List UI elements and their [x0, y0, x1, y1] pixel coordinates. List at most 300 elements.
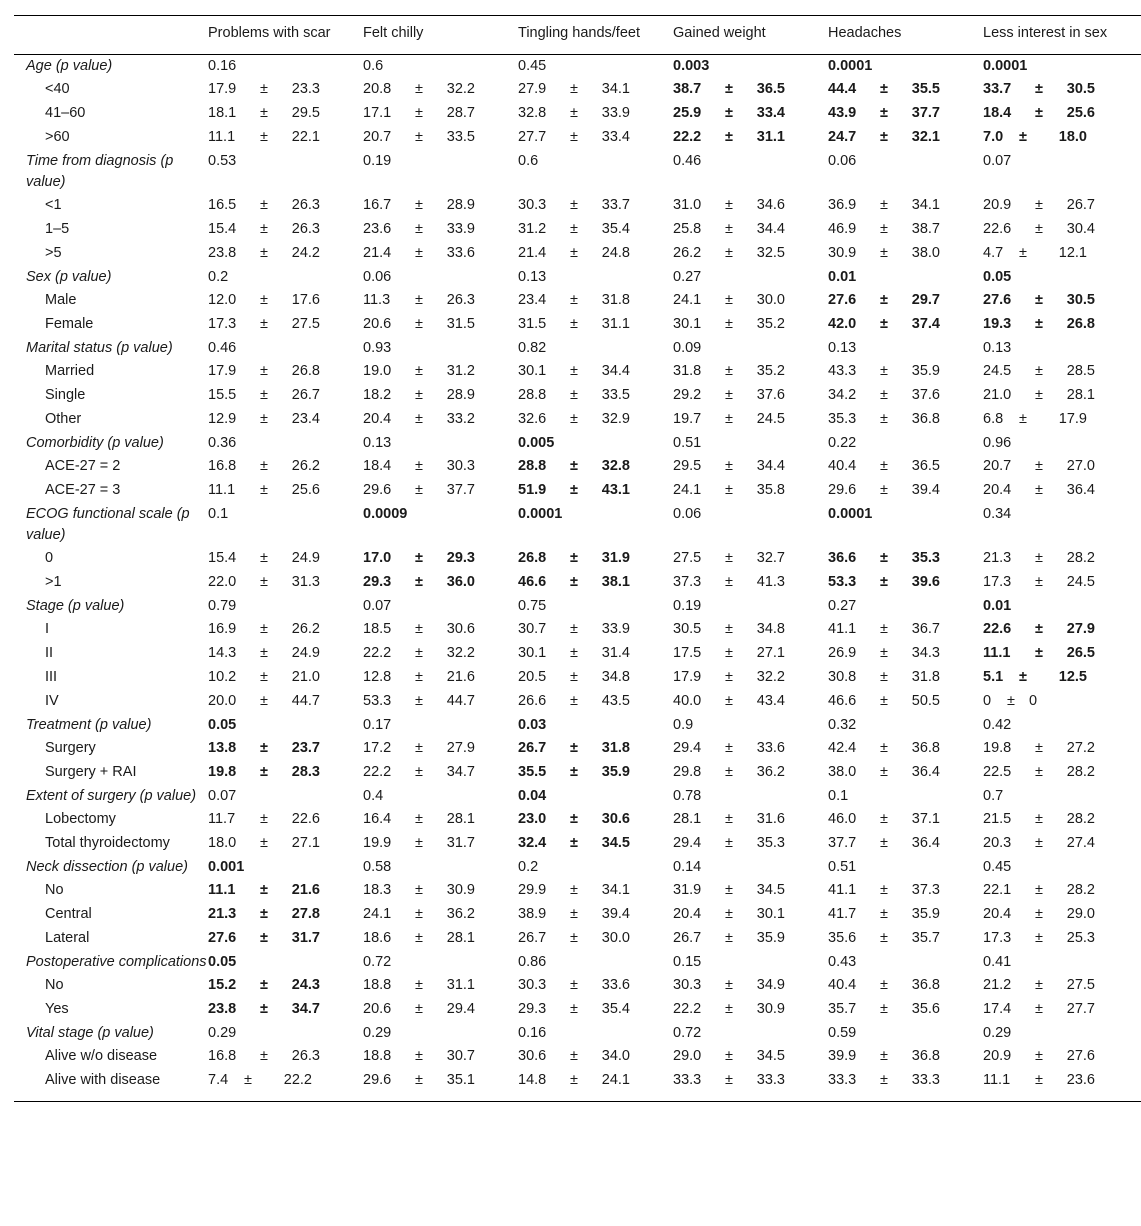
mean-sd-cell: [673, 408, 828, 432]
mean-value: 40.0: [673, 693, 702, 709]
sd-value: 22.2: [283, 1072, 312, 1088]
mean-value: 23.4: [518, 292, 547, 308]
mean-sd-cell: [208, 78, 363, 102]
sd-value: 34.1: [601, 882, 630, 898]
plus-minus-sign: ±: [725, 811, 733, 827]
plus-minus-sign: ±: [880, 882, 888, 898]
mean-sd-cell: [208, 360, 363, 384]
mean-value: 20.4: [983, 906, 1012, 922]
mean-value: 20.9: [983, 197, 1012, 213]
mean-sd-cell: [363, 313, 518, 337]
mean-sd-cell: [673, 384, 828, 408]
p-value: 0.1: [208, 506, 229, 522]
sd-value: 27.0: [1066, 458, 1095, 474]
plus-minus-sign: ±: [260, 458, 268, 474]
sd-value: 31.1: [756, 129, 785, 145]
mean-value: 21.5: [983, 811, 1012, 827]
plus-minus-sign: ±: [880, 550, 888, 566]
mean-sd-cell: [983, 455, 1141, 479]
mean-value: 18.0: [208, 835, 237, 851]
plus-minus-sign: ±: [1035, 221, 1043, 237]
mean-sd-cell: [828, 479, 983, 503]
plus-minus-sign: ±: [880, 764, 888, 780]
section-label: Treatment (p value): [26, 717, 152, 733]
sd-value: 26.3: [291, 1048, 320, 1064]
mean-sd-cell: [828, 571, 983, 595]
sd-value: 31.6: [756, 811, 785, 827]
mean-sd-cell: [983, 666, 1141, 690]
mean-value: 20.6: [363, 316, 392, 332]
plus-minus-sign: ±: [1035, 1072, 1043, 1088]
mean-value: 17.0: [363, 550, 392, 566]
table-row: [14, 384, 1141, 408]
p-value: 0.0001: [828, 58, 873, 74]
sd-value: 25.6: [1066, 105, 1095, 121]
row-label: II: [45, 645, 54, 661]
sd-value: 29.4: [446, 1001, 475, 1017]
mean-value: 43.3: [828, 363, 857, 379]
p-value: 0.19: [673, 598, 702, 614]
plus-minus-sign: ±: [1035, 482, 1043, 498]
p-value: 0.03: [518, 717, 547, 733]
plus-minus-sign: ±: [415, 811, 423, 827]
mean-sd-cell: [983, 642, 1141, 666]
mean-value: 46.9: [828, 221, 857, 237]
plus-minus-sign: ±: [415, 882, 423, 898]
mean-value: 10.2: [208, 669, 237, 685]
sd-value: 37.3: [911, 882, 940, 898]
plus-minus-sign: ±: [725, 129, 733, 145]
plus-minus-sign: ±: [570, 316, 578, 332]
mean-sd-cell: [983, 547, 1141, 571]
sd-value: 32.1: [911, 129, 940, 145]
mean-sd-cell: [518, 102, 673, 126]
mean-value: 30.1: [518, 645, 547, 661]
mean-sd-cell: [363, 642, 518, 666]
plus-minus-sign: ±: [1035, 1048, 1043, 1064]
table-row: [14, 289, 1141, 313]
plus-minus-sign: ±: [1007, 693, 1015, 709]
mean-value: 51.9: [518, 482, 547, 498]
row-label: Male: [45, 292, 77, 308]
table-row: [14, 832, 1141, 856]
section-row-stage-p-value: [14, 595, 1141, 618]
section-row-treatment-p-value: [14, 714, 1141, 737]
sd-value: 27.1: [756, 645, 785, 661]
sd-value: 26.3: [291, 221, 320, 237]
mean-sd-cell: [828, 360, 983, 384]
plus-minus-sign: ±: [1035, 835, 1043, 851]
table-row: [14, 313, 1141, 337]
plus-minus-sign: ±: [570, 740, 578, 756]
mean-sd-cell: [208, 927, 363, 951]
sd-value: 17.9: [1058, 411, 1087, 427]
p-value: 0.29: [983, 1025, 1012, 1041]
table-row: [14, 126, 1141, 150]
p-value: 0.86: [518, 954, 547, 970]
plus-minus-sign: ±: [260, 669, 268, 685]
mean-value: 27.6: [828, 292, 857, 308]
mean-value: 15.5: [208, 387, 237, 403]
plus-minus-sign: ±: [1019, 669, 1027, 685]
mean-value: 24.1: [673, 292, 702, 308]
mean-value: 35.7: [828, 1001, 857, 1017]
plus-minus-sign: ±: [260, 316, 268, 332]
mean-value: 16.7: [363, 197, 392, 213]
mean-value: 26.7: [518, 740, 547, 756]
table-row: [14, 547, 1141, 571]
mean-value: 24.1: [363, 906, 392, 922]
p-value: 0.001: [208, 859, 245, 875]
table-row: [14, 102, 1141, 126]
mean-sd-cell: [828, 218, 983, 242]
sd-value: 31.1: [446, 977, 475, 993]
row-label: ACE-27 = 2: [45, 458, 121, 474]
mean-value: 18.4: [983, 105, 1012, 121]
sd-value: 27.2: [1066, 740, 1095, 756]
p-value: 0.22: [828, 435, 857, 451]
row-label: Surgery + RAI: [45, 764, 137, 780]
plus-minus-sign: ±: [260, 930, 268, 946]
plus-minus-sign: ±: [415, 316, 423, 332]
sd-value: 32.9: [601, 411, 630, 427]
mean-value: 30.8: [828, 669, 857, 685]
mean-sd-cell: [208, 289, 363, 313]
sd-value: 27.5: [1066, 977, 1095, 993]
mean-value: 28.1: [673, 811, 702, 827]
p-value: 0.4: [363, 788, 384, 804]
plus-minus-sign: ±: [260, 1048, 268, 1064]
mean-sd-cell: [363, 903, 518, 927]
row-label: <40: [45, 81, 70, 97]
plus-minus-sign: ±: [880, 1048, 888, 1064]
sd-value: 27.9: [1066, 621, 1095, 637]
mean-value: 37.3: [673, 574, 702, 590]
plus-minus-sign: ±: [570, 550, 578, 566]
mean-sd-cell: [518, 998, 673, 1022]
p-value: 0.09: [673, 340, 702, 356]
mean-sd-cell: [983, 737, 1141, 761]
mean-value: 20.4: [983, 482, 1012, 498]
mean-value: 44.4: [828, 81, 857, 97]
sd-value: 28.9: [446, 197, 475, 213]
sd-value: 35.3: [756, 835, 785, 851]
mean-sd-cell: [363, 618, 518, 642]
mean-value: 17.3: [983, 930, 1012, 946]
p-value: 0.82: [518, 340, 547, 356]
row-label: Surgery: [45, 740, 96, 756]
sd-value: 39.4: [911, 482, 940, 498]
mean-value: 11.1: [983, 1072, 1011, 1088]
plus-minus-sign: ±: [415, 550, 423, 566]
mean-value: 25.9: [673, 105, 702, 121]
sd-value: 31.4: [601, 645, 630, 661]
plus-minus-sign: ±: [725, 930, 733, 946]
sd-value: 36.4: [1066, 482, 1095, 498]
mean-sd-cell: [518, 666, 673, 690]
mean-value: 41.1: [828, 882, 857, 898]
plus-minus-sign: ±: [880, 482, 888, 498]
sd-value: 28.2: [1066, 811, 1095, 827]
mean-sd-cell: [673, 737, 828, 761]
mean-value: 5.1: [983, 669, 1004, 685]
plus-minus-sign: ±: [415, 621, 423, 637]
table-row: [14, 194, 1141, 218]
mean-sd-cell: [363, 808, 518, 832]
mean-value: 18.5: [363, 621, 392, 637]
sd-value: 44.7: [446, 693, 475, 709]
sd-value: 33.7: [601, 197, 630, 213]
mean-sd-cell: [518, 547, 673, 571]
table-row: [14, 455, 1141, 479]
sd-value: 30.3: [446, 458, 475, 474]
plus-minus-sign: ±: [415, 645, 423, 661]
plus-minus-sign: ±: [415, 574, 423, 590]
table-row: [14, 618, 1141, 642]
sd-value: 39.4: [601, 906, 630, 922]
mean-sd-cell: [208, 126, 363, 150]
section-label: Age (p value): [26, 58, 113, 74]
p-value: 0.58: [363, 859, 392, 875]
p-value: 0.17: [363, 717, 392, 733]
plus-minus-sign: ±: [260, 105, 268, 121]
p-value: 0.05: [208, 717, 237, 733]
plus-minus-sign: ±: [1035, 363, 1043, 379]
table-row: [14, 360, 1141, 384]
sd-value: 50.5: [911, 693, 940, 709]
mean-sd-cell: [983, 126, 1141, 150]
plus-minus-sign: ±: [725, 292, 733, 308]
row-label: >60: [45, 129, 70, 145]
sd-value: 30.0: [756, 292, 785, 308]
sd-value: 34.8: [756, 621, 785, 637]
mean-sd-cell: [828, 194, 983, 218]
mean-value: 46.6: [828, 693, 857, 709]
p-value: 0.13: [363, 435, 392, 451]
plus-minus-sign: ±: [260, 221, 268, 237]
mean-value: 28.8: [518, 458, 547, 474]
mean-value: 53.3: [828, 574, 857, 590]
plus-minus-sign: ±: [725, 977, 733, 993]
plus-minus-sign: ±: [1019, 245, 1027, 261]
sd-value: 30.6: [446, 621, 475, 637]
mean-sd-cell: [208, 832, 363, 856]
sd-value: 30.1: [756, 906, 785, 922]
mean-sd-cell: [673, 1069, 828, 1102]
row-label: >5: [45, 245, 62, 261]
row-label: Married: [45, 363, 95, 379]
mean-value: 16.9: [208, 621, 237, 637]
plus-minus-sign: ±: [880, 906, 888, 922]
mean-value: 17.2: [363, 740, 392, 756]
sd-value: 43.1: [601, 482, 630, 498]
plus-minus-sign: ±: [725, 458, 733, 474]
plus-minus-sign: ±: [260, 811, 268, 827]
row-label: ACE-27 = 3: [45, 482, 121, 498]
plus-minus-sign: ±: [1035, 811, 1043, 827]
section-label: Marital status (p value): [26, 340, 173, 356]
mean-value: 29.5: [673, 458, 702, 474]
mean-sd-cell: [363, 360, 518, 384]
sd-value: 34.8: [601, 669, 630, 685]
plus-minus-sign: ±: [260, 1001, 268, 1017]
plus-minus-sign: ±: [260, 977, 268, 993]
mean-value: 26.9: [828, 645, 857, 661]
sd-value: 31.8: [601, 740, 630, 756]
p-value: 0.01: [828, 269, 857, 285]
sd-value: 31.2: [446, 363, 475, 379]
mean-sd-cell: [518, 218, 673, 242]
plus-minus-sign: ±: [725, 245, 733, 261]
sd-value: 29.7: [911, 292, 940, 308]
mean-sd-cell: [208, 903, 363, 927]
sd-value: 37.1: [911, 811, 940, 827]
mean-sd-cell: [363, 78, 518, 102]
sd-value: 31.1: [601, 316, 630, 332]
plus-minus-sign: ±: [415, 482, 423, 498]
mean-value: 18.3: [363, 882, 392, 898]
plus-minus-sign: ±: [570, 363, 578, 379]
mean-value: 18.2: [363, 387, 392, 403]
mean-value: 29.4: [673, 740, 702, 756]
mean-value: 30.5: [673, 621, 702, 637]
sd-value: 31.8: [911, 669, 940, 685]
sd-value: 33.4: [756, 105, 785, 121]
sd-value: 27.7: [1066, 1001, 1095, 1017]
sd-value: 34.5: [601, 835, 630, 851]
mean-sd-cell: [518, 808, 673, 832]
p-value: 0.78: [673, 788, 702, 804]
plus-minus-sign: ±: [415, 977, 423, 993]
sd-value: 36.8: [911, 1048, 940, 1064]
section-row-postoperative-complications: [14, 951, 1141, 974]
section-row-comorbidity-p-value: [14, 432, 1141, 455]
mean-value: 21.2: [983, 977, 1012, 993]
mean-value: 20.0: [208, 693, 237, 709]
mean-sd-cell: [518, 571, 673, 595]
p-value: 0.0001: [983, 58, 1028, 74]
row-label: Female: [45, 316, 94, 332]
plus-minus-sign: ±: [880, 458, 888, 474]
mean-value: 19.0: [363, 363, 392, 379]
sd-value: 37.7: [911, 105, 940, 121]
table-row: [14, 927, 1141, 951]
mean-sd-cell: [673, 974, 828, 998]
plus-minus-sign: ±: [1035, 458, 1043, 474]
header-problems-with-scar: Problems with scar: [208, 16, 363, 55]
mean-value: 21.0: [983, 387, 1012, 403]
mean-value: 27.9: [518, 81, 547, 97]
plus-minus-sign: ±: [1035, 977, 1043, 993]
table-row: [14, 78, 1141, 102]
plus-minus-sign: ±: [260, 363, 268, 379]
p-value: 0.45: [518, 58, 547, 74]
mean-value: 35.3: [828, 411, 857, 427]
p-value: 0.06: [673, 506, 702, 522]
p-value: 0.43: [828, 954, 857, 970]
mean-sd-cell: [983, 408, 1141, 432]
sd-value: 30.7: [446, 1048, 475, 1064]
sd-value: 34.5: [756, 882, 785, 898]
mean-sd-cell: [673, 1045, 828, 1069]
mean-sd-cell: [518, 242, 673, 266]
section-row-age-p-value: [14, 55, 1141, 79]
sd-value: 31.7: [446, 835, 475, 851]
mean-value: 22.6: [983, 621, 1012, 637]
mean-value: 17.3: [208, 316, 237, 332]
mean-value: 22.2: [673, 1001, 702, 1017]
row-label: 41–60: [45, 105, 86, 121]
mean-value: 30.3: [673, 977, 702, 993]
sd-value: 24.9: [291, 645, 320, 661]
header-felt-chilly: Felt chilly: [363, 16, 518, 55]
table-body: [14, 55, 1141, 1102]
sd-value: 35.5: [911, 81, 940, 97]
mean-sd-cell: [363, 690, 518, 714]
sd-value: 38.1: [601, 574, 630, 590]
plus-minus-sign: ±: [725, 550, 733, 566]
sd-value: 33.2: [446, 411, 475, 427]
sd-value: 27.4: [1066, 835, 1095, 851]
plus-minus-sign: ±: [415, 740, 423, 756]
plus-minus-sign: ±: [260, 835, 268, 851]
section-row-neck-dissection-p-value: [14, 856, 1141, 879]
plus-minus-sign: ±: [415, 81, 423, 97]
mean-value: 15.2: [208, 977, 237, 993]
mean-value: 29.6: [363, 1072, 392, 1088]
sd-value: 35.8: [756, 482, 785, 498]
plus-minus-sign: ±: [570, 811, 578, 827]
row-label: 1–5: [45, 221, 70, 237]
mean-sd-cell: [983, 313, 1141, 337]
sd-value: 30.5: [1066, 81, 1095, 97]
plus-minus-sign: ±: [570, 387, 578, 403]
mean-sd-cell: [208, 998, 363, 1022]
sd-value: 28.7: [446, 105, 475, 121]
table-row: [14, 1045, 1141, 1069]
sd-value: 32.2: [446, 645, 475, 661]
mean-sd-cell: [828, 666, 983, 690]
mean-sd-cell: [673, 832, 828, 856]
sd-value: 32.2: [756, 669, 785, 685]
row-label: Other: [45, 411, 82, 427]
plus-minus-sign: ±: [725, 740, 733, 756]
mean-sd-cell: [363, 194, 518, 218]
plus-minus-sign: ±: [1035, 906, 1043, 922]
p-value: 0.59: [828, 1025, 857, 1041]
mean-value: 24.7: [828, 129, 857, 145]
mean-value: 32.4: [518, 835, 547, 851]
mean-sd-cell: [673, 455, 828, 479]
sd-value: 30.9: [756, 1001, 785, 1017]
header-gained-weight: Gained weight: [673, 16, 828, 55]
p-value: 0.16: [208, 58, 237, 74]
plus-minus-sign: ±: [260, 81, 268, 97]
plus-minus-sign: ±: [725, 882, 733, 898]
p-value: 0.07: [208, 788, 237, 804]
mean-sd-cell: [518, 761, 673, 785]
p-value: 0.72: [363, 954, 392, 970]
mean-value: 29.6: [363, 482, 392, 498]
plus-minus-sign: ±: [570, 669, 578, 685]
mean-value: 11.1: [208, 482, 236, 498]
mean-sd-cell: [828, 126, 983, 150]
mean-value: 46.6: [518, 574, 547, 590]
mean-value: 20.7: [363, 129, 392, 145]
header-tingling: Tingling hands/feet: [518, 16, 673, 55]
mean-sd-cell: [208, 313, 363, 337]
sd-value: 37.4: [911, 316, 940, 332]
